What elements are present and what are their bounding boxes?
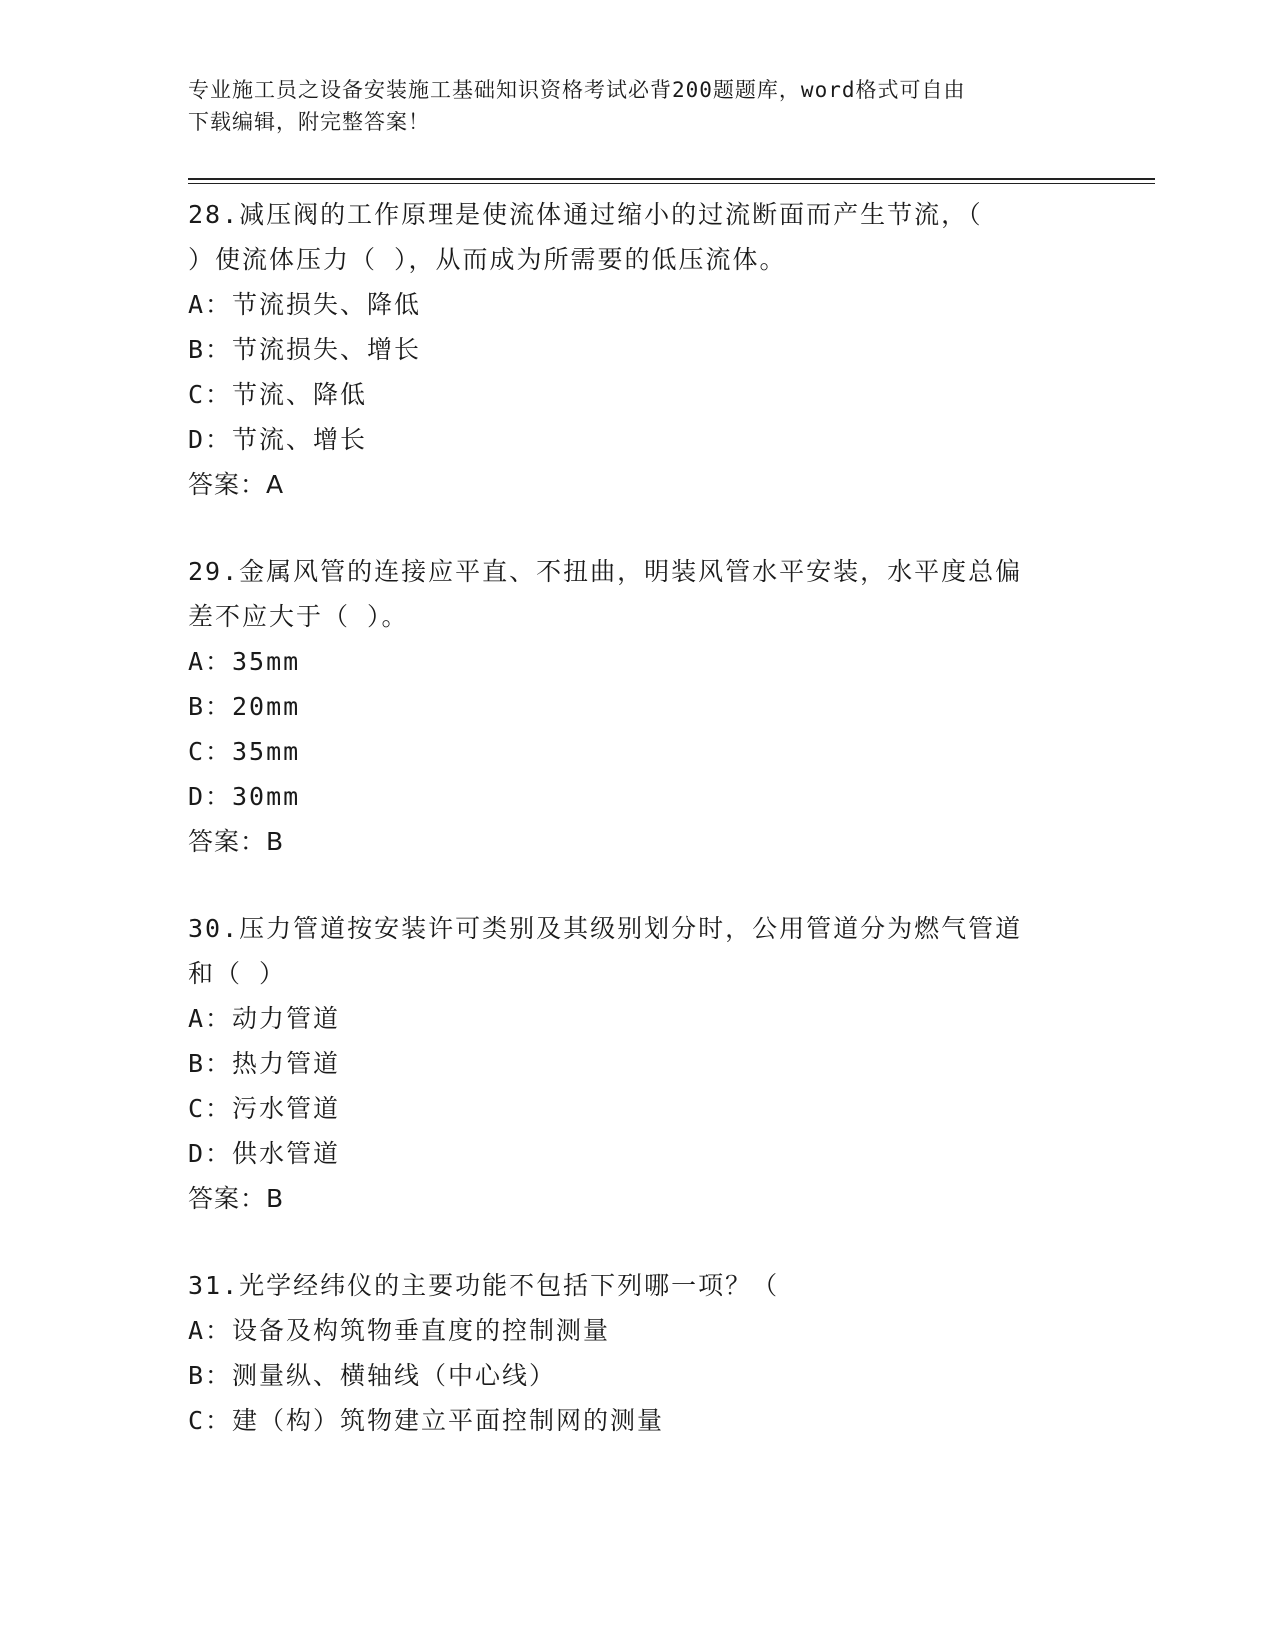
- option-text: 20mm: [232, 692, 301, 721]
- option-a: [188, 1308, 1088, 1353]
- answer-line: 答案：B: [188, 827, 285, 856]
- option-b: [188, 1353, 1088, 1398]
- option-key: A：: [188, 1004, 233, 1033]
- option-d: [188, 417, 1088, 462]
- question-29: [188, 549, 1088, 864]
- option-c: [188, 729, 1088, 774]
- option-text: 节流、增长: [232, 425, 368, 454]
- question-stem-line: ）使流体压力（ ），从而成为所需要的低压流体。: [188, 245, 787, 274]
- question-stem-line: 29.金属风管的连接应平直、不扭曲，明装风管水平安装，水平度总偏: [188, 557, 1023, 586]
- option-c: [188, 1398, 1088, 1443]
- option-key: C：: [188, 1094, 233, 1123]
- option-text: 35mm: [232, 737, 301, 766]
- option-text: 建（构）筑物建立平面控制网的测量: [232, 1406, 665, 1435]
- option-d: [188, 774, 1088, 819]
- option-key: D：: [188, 1139, 233, 1168]
- option-key: B：: [188, 1049, 233, 1078]
- option-key: B：: [188, 692, 233, 721]
- option-text: 供水管道: [232, 1139, 341, 1168]
- option-text: 污水管道: [232, 1094, 341, 1123]
- option-key: B：: [188, 1361, 233, 1390]
- header-title-line-1: 专业施工员之设备安装施工基础知识资格考试必背200题题库，word格式可自由: [188, 78, 966, 102]
- option-key: C：: [188, 737, 233, 766]
- option-text: 设备及构筑物垂直度的控制测量: [232, 1316, 611, 1345]
- header-title-line-2: 下载编辑，附完整答案！: [188, 110, 430, 134]
- header-divider-thick: [188, 178, 1155, 180]
- option-key: A：: [188, 290, 233, 319]
- answer-line: 答案：B: [188, 1184, 285, 1213]
- option-a: [188, 282, 1088, 327]
- option-a: [188, 996, 1088, 1041]
- option-text: 节流损失、增长: [232, 335, 422, 364]
- option-key: C：: [188, 1406, 233, 1435]
- question-list: [188, 192, 1088, 1485]
- option-b: [188, 1041, 1088, 1086]
- option-text: 热力管道: [232, 1049, 341, 1078]
- question-stem-line: 差不应大于（ ）。: [188, 602, 409, 631]
- answer-line: 答案：A: [188, 470, 285, 499]
- option-key: D：: [188, 425, 233, 454]
- option-a: [188, 639, 1088, 684]
- question-30: [188, 906, 1088, 1221]
- option-text: 节流损失、降低: [232, 290, 422, 319]
- question-stem-line: 28.减压阀的工作原理是使流体通过缩小的过流断面而产生节流，（: [188, 200, 983, 229]
- question-28: [188, 192, 1088, 507]
- option-text: 动力管道: [232, 1004, 341, 1033]
- option-text: 35mm: [232, 647, 301, 676]
- question-stem-line: 和（ ）: [188, 959, 287, 988]
- question-stem-line: 30.压力管道按安装许可类别及其级别划分时，公用管道分为燃气管道: [188, 914, 1023, 943]
- option-key: D：: [188, 782, 233, 811]
- option-key: B：: [188, 335, 233, 364]
- option-c: [188, 372, 1088, 417]
- header-divider-thin: [188, 183, 1155, 184]
- question-31: [188, 1263, 1088, 1443]
- option-text: 测量纵、横轴线（中心线）: [232, 1361, 557, 1390]
- option-key: A：: [188, 1316, 233, 1345]
- option-key: C：: [188, 380, 233, 409]
- question-stem-line: 31.光学经纬仪的主要功能不包括下列哪一项？（: [188, 1271, 780, 1300]
- option-key: A：: [188, 647, 233, 676]
- option-text: 节流、降低: [232, 380, 368, 409]
- option-b: [188, 684, 1088, 729]
- option-b: [188, 327, 1088, 372]
- document-header: [188, 74, 1088, 138]
- option-d: [188, 1131, 1088, 1176]
- option-c: [188, 1086, 1088, 1131]
- option-text: 30mm: [232, 782, 301, 811]
